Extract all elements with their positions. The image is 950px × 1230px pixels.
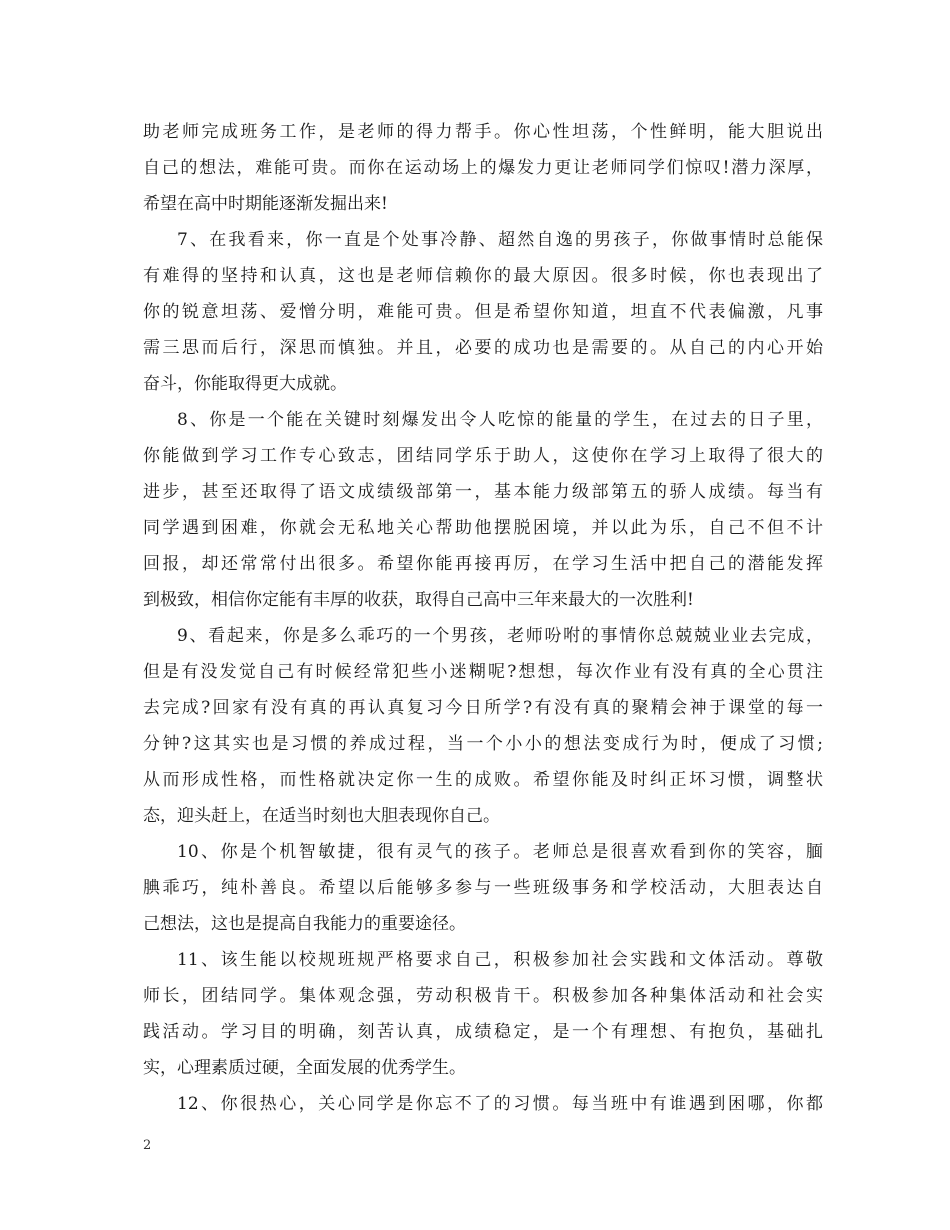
paragraph-12	[143, 1086, 823, 1122]
paragraph-7	[143, 222, 823, 402]
paragraph-8	[143, 402, 823, 618]
text-line: 10、你是个机智敏捷，很有灵气的孩子。老师总是很喜欢看到你的笑容，腼	[177, 842, 823, 862]
text-line: 分钟?这其实也是习惯的养成过程，当一个小小的想法变成行为时，便成了习惯;	[143, 734, 823, 754]
text-line: 同学遇到困难，你就会无私地关心帮助他摆脱困境，并以此为乐，自己不但不计	[143, 518, 823, 538]
text-line: 希望在高中时期能逐渐发掘出来!	[143, 194, 388, 214]
page-number: 2	[143, 1138, 152, 1153]
text-line: 11、该生能以校规班规严格要求自己，积极参加社会实践和文体活动。尊敬	[177, 950, 823, 970]
text-line: 有难得的坚持和认真，这也是老师信赖你的最大原因。很多时候，你也表现出了	[143, 266, 823, 286]
text-line: 7、在我看来，你一直是个处事冷静、超然自逸的男孩子，你做事情时总能保	[177, 230, 823, 250]
text-line: 奋斗，你能取得更大成就。	[143, 374, 347, 394]
text-line: 你的锐意坦荡、爱憎分明，难能可贵。但是希望你知道，坦直不代表偏激，凡事	[143, 302, 823, 322]
text-line: 从而形成性格，而性格就决定你一生的成败。希望你能及时纠正坏习惯，调整状	[143, 770, 823, 790]
text-line: 态，迎头赶上，在适当时刻也大胆表现你自己。	[143, 806, 500, 826]
text-line: 12、你很热心，关心同学是你忘不了的习惯。每当班中有谁遇到困哪，你都	[177, 1094, 823, 1114]
text-line: 8、你是一个能在关键时刻爆发出令人吃惊的能量的学生，在过去的日子里，	[177, 410, 823, 430]
paragraph-9	[143, 618, 823, 834]
paragraph-10	[143, 834, 823, 942]
document-body	[143, 114, 823, 1122]
text-line: 到极致，相信你定能有丰厚的收获，取得自己高中三年来最大的一次胜利!	[143, 590, 694, 610]
text-line: 助老师完成班务工作，是老师的得力帮手。你心性坦荡，个性鲜明，能大胆说出	[143, 122, 823, 142]
paragraph-11	[143, 942, 823, 1086]
text-line: 己想法，这也是提高自我能力的重要途径。	[143, 914, 466, 934]
text-line: 9、看起来，你是多么乖巧的一个男孩，老师吩咐的事情你总兢兢业业去完成，	[177, 626, 823, 646]
text-line: 去完成?回家有没有真的再认真复习今日所学?有没有真的聚精会神于课堂的每一	[143, 698, 823, 718]
text-line: 你能做到学习工作专心致志，团结同学乐于助人，这使你在学习上取得了很大的	[143, 446, 823, 466]
text-line: 腆乖巧，纯朴善良。希望以后能够多参与一些班级事务和学校活动，大胆表达自	[143, 878, 823, 898]
text-line: 实，心理素质过硬，全面发展的优秀学生。	[143, 1058, 466, 1078]
text-line: 回报，却还常常付出很多。希望你能再接再厉，在学习生活中把自己的潜能发挥	[143, 554, 823, 574]
paragraph-6-continued	[143, 114, 823, 222]
text-line: 自己的想法，难能可贵。而你在运动场上的爆发力更让老师同学们惊叹!潜力深厚，	[143, 158, 823, 178]
text-line: 进步，甚至还取得了语文成绩级部第一，基本能力级部第五的骄人成绩。每当有	[143, 482, 823, 502]
text-line: 师长，团结同学。集体观念强，劳动积极肯干。积极参加各种集体活动和社会实	[143, 986, 823, 1006]
text-line: 践活动。学习目的明确，刻苦认真，成绩稳定，是一个有理想、有抱负，基础扎	[143, 1022, 823, 1042]
text-line: 但是有没发觉自己有时候经常犯些小迷糊呢?想想，每次作业有没有真的全心贯注	[143, 662, 823, 682]
text-line: 需三思而后行，深思而慎独。并且，必要的成功也是需要的。从自己的内心开始	[143, 338, 823, 358]
